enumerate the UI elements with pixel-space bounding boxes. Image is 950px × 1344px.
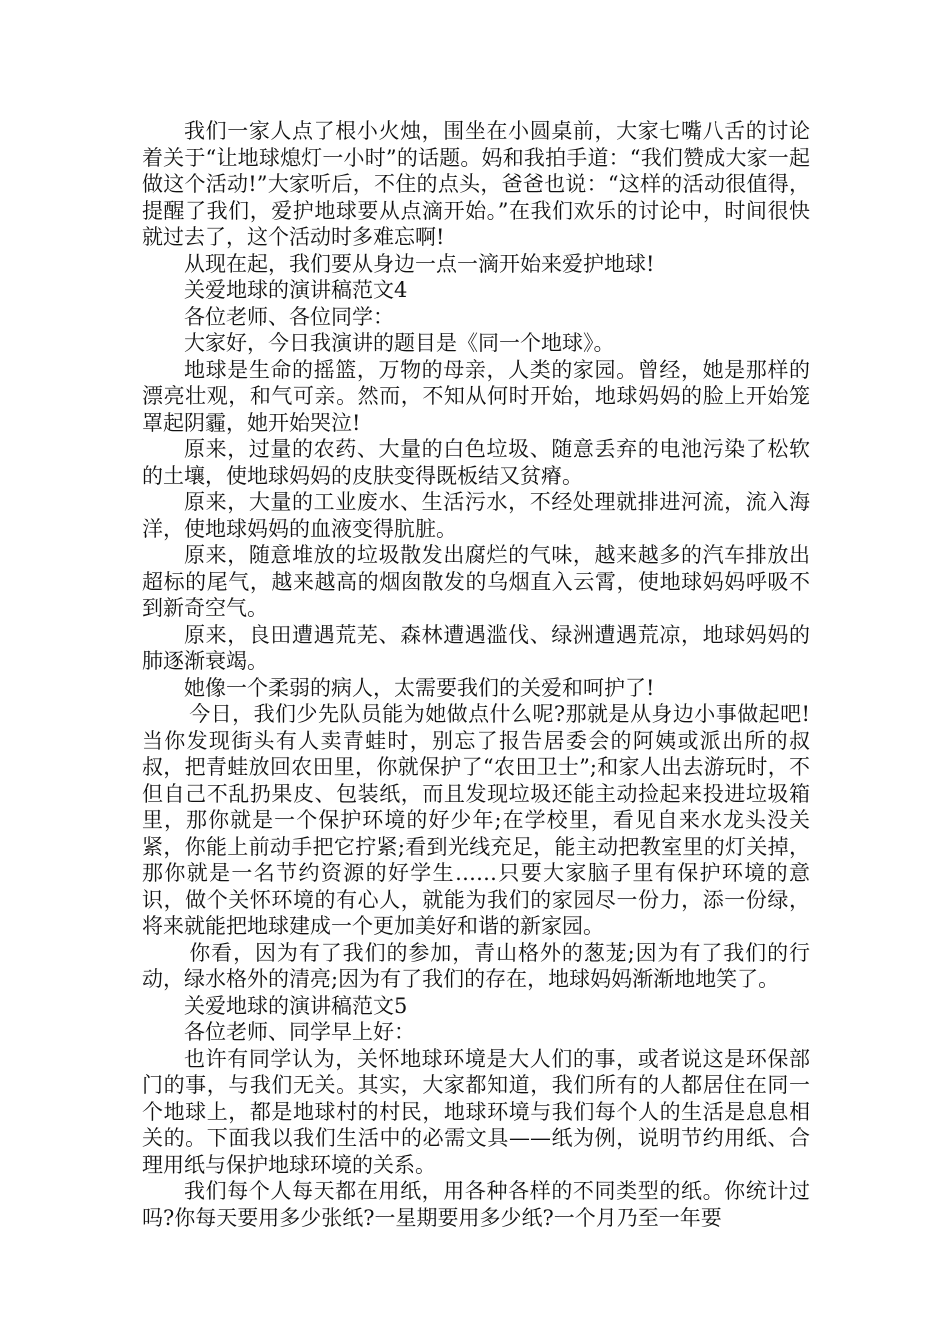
- paragraph: 大家好，今日我演讲的题目是《同一个地球》。: [184, 331, 615, 355]
- paragraph: 原来，随意堆放的垃圾散发出腐烂的气味，越来越多的汽车排放出超标的尾气，越来越高的烟囱散发的乌烟直入云霄，使地球妈妈呼吸不到新奇空气。: [142, 543, 810, 620]
- paragraph: 原来，大量的工业废水、生活污水，不经处理就排进河流，流入海洋，使地球妈妈的血液变得肮脏。: [142, 490, 810, 541]
- paragraph: 地球是生命的摇篮，万物的母亲，人类的家园。曾经，她是那样的漂亮壮观，和气可亲。然而，不知从何时开始，地球妈妈的脸上开始笼罩起阴霾，她开始哭泣!: [142, 357, 810, 435]
- section-heading: 关爱地球的演讲稿范文4: [184, 278, 408, 302]
- document-body: [142, 118, 810, 1231]
- paragraph: 你看，因为有了我们的参加，青山格外的葱茏;因为有了我们的行动，绿水格外的清亮;因为有了我们的存在，地球妈妈渐渐地地笑了。: [142, 940, 810, 991]
- paragraph: 原来，良田遭遇荒芜、森林遭遇滥伐、绿洲遭遇荒凉，地球妈妈的肺逐渐衰竭。: [142, 622, 810, 673]
- salutation: 各位老师、同学早上好：: [184, 1020, 415, 1044]
- salutation: 各位老师、各位同学：: [184, 304, 394, 329]
- section-heading: 关爱地球的演讲稿范文5: [184, 993, 408, 1018]
- paragraph: 也许有同学认为，关怀地球环境是大人们的事，或者说这是环保部门的事，与我们无关。其实，大家都知道，我们所有的人都居住在同一个地球上，都是地球村的村民，地球环境与我们每个人的生活是息息相关的。下面我以我们生活中的必需文具——纸为例，说明节约用纸、合理用纸与保护地球环境的关系。: [142, 1046, 810, 1177]
- paragraph: 我们每个人每天都在用纸，用各种各样的不同类型的纸。你统计过吗?你每天要用多少张纸?一星期要用多少纸?一个月乃至一年要: [142, 1179, 810, 1230]
- paragraph: 原来，过量的农药、大量的白色垃圾、随意丢弃的电池污染了松软的土壤，使地球妈妈的皮肤变得既板结又贫瘠。: [142, 437, 810, 488]
- paragraph: 从现在起，我们要从身边一点一滴开始来爱护地球!: [184, 251, 655, 276]
- paragraph: 她像一个柔弱的病人，太需要我们的关爱和呵护了!: [184, 675, 655, 700]
- paragraph: 我们一家人点了根小火烛，围坐在小圆桌前，大家七嘴八舌的讨论着关于“让地球熄灯一小时”的话题。妈和我拍手道：“我们赞成大家一起做这个活动!”大家听后，不住的点头，爸爸也说：“这样的活动很值得，提醒了我们，爱护地球要从点滴开始。”在我们欢乐的讨论中，时间很快就过去了，这个活动时多难忘啊!: [142, 119, 810, 249]
- paragraph: 今日，我们少先队员能为她做点什么呢?那就是从身边小事做起吧!当你发现街头有人卖青蛙时，别忘了报告居委会的阿姨或派出所的叔叔，把青蛙放回农田里，你就保护了“农田卫士”;和家人出去游玩时，不但自己不乱扔果皮、包装纸，而且发现垃圾还能主动捡起来投进垃圾箱里，那你就是一个保护环境的好少年;在学校里，看见自来水龙头没关紧，你能上前动手把它拧紧;看到光线充足，能主动把教室里的灯关掉，那你就是一名节约资源的好学生……只要大家脑子里有保护环境的意识，做个关怀环境的有心人，就能为我们的家园尽一份力，添一份绿，将来就能把地球建成一个更加美好和谐的新家园。: [142, 702, 810, 938]
